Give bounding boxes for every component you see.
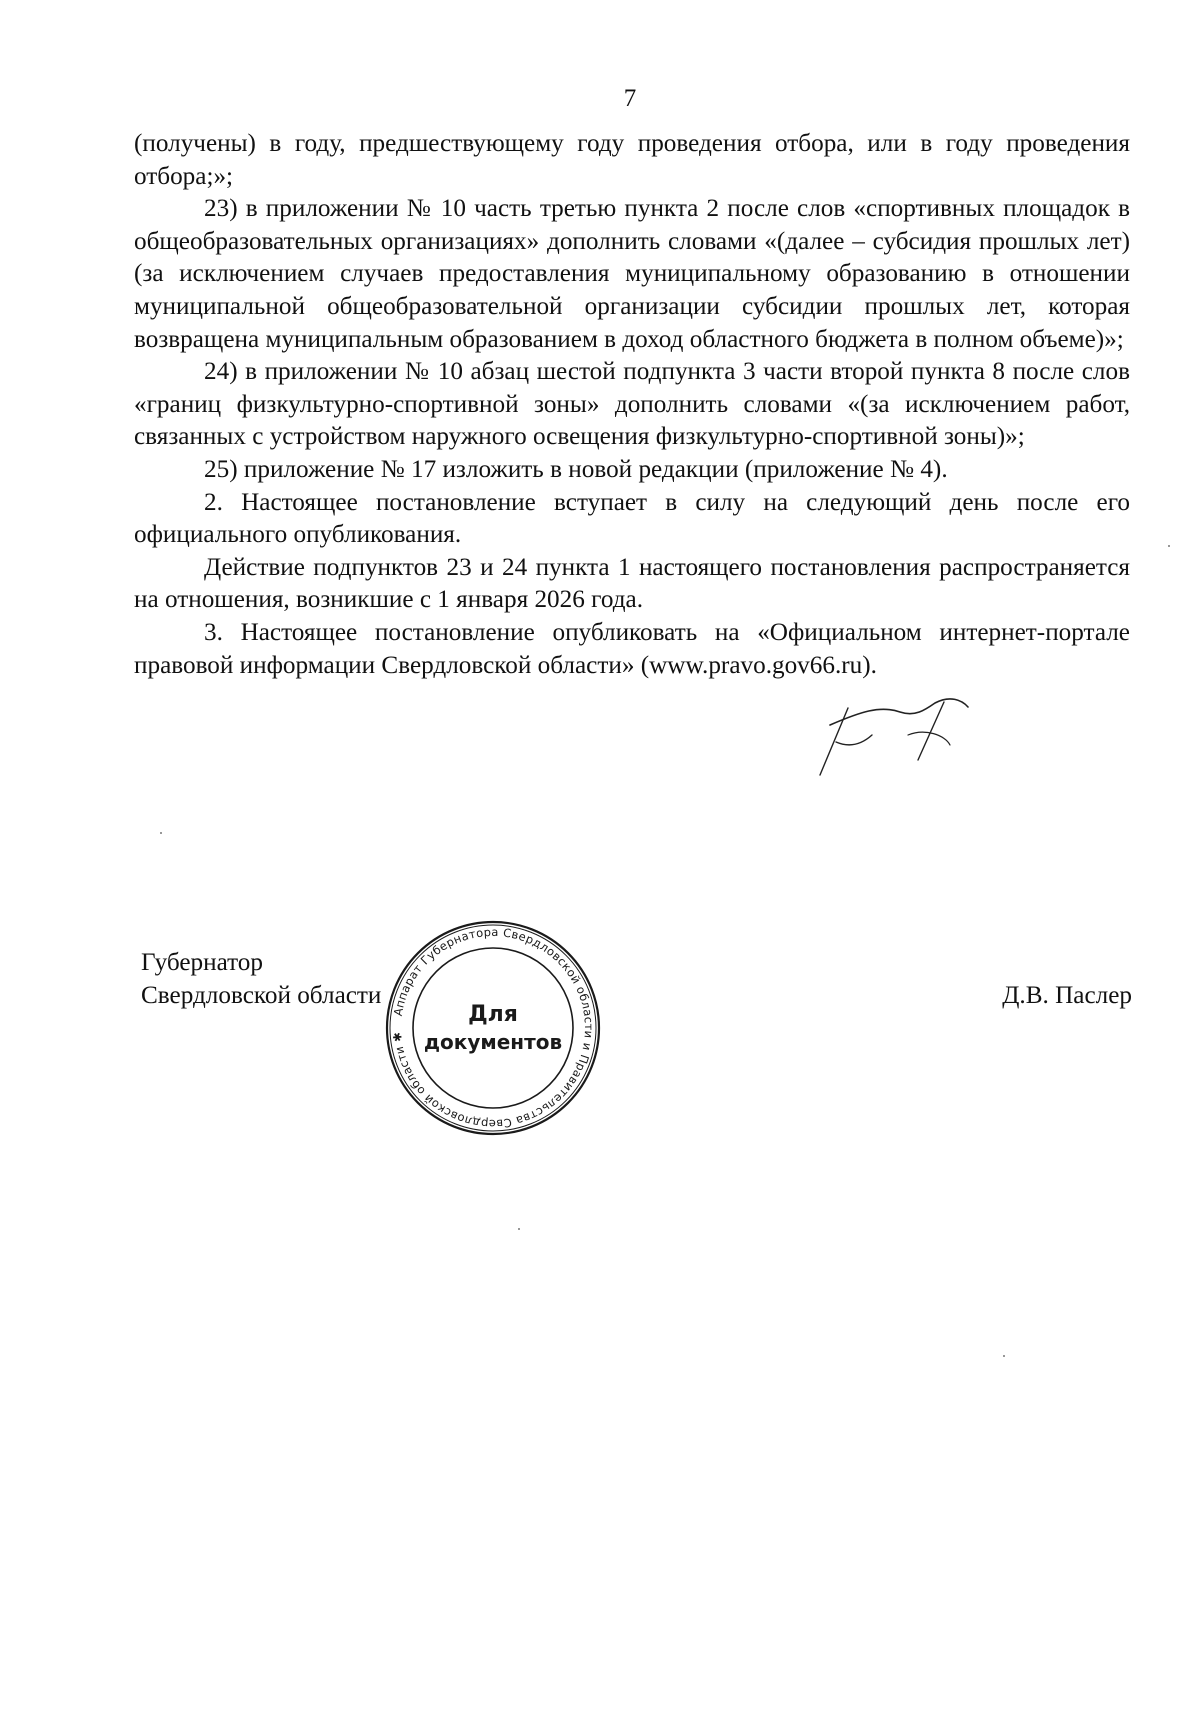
paragraph-item-24: 24) в приложении № 10 абзац шестой подпункта 3 части второй пункта 8 после слов «границ физкультурно-спортивной зоны» дополнить словами «(за исключением работ, связанных с устройством наружного освещения физкультурно-спортивной зоны)»; (134, 358, 1130, 451)
stamp-ring-text: Аппарат Губернатора Свердловской области и Правительства Свердловской области ✱ (389, 924, 597, 1132)
page-number: 7 (623, 85, 637, 112)
paragraph-item-23: 23) в приложении № 10 часть третью пункта 2 после слов «спортивных площадок в общеобразовательных организациях» дополнить словами «(далее – субсидия прошлых лет) (за исключением случаев предоставления муниципальному образованию в отношении муниципальной общеобразовательной организации субсидии прошлых лет, которая возвращена муниципальным образованием в доход областного бюджета в полном объеме)»; (134, 195, 1130, 353)
paragraph-effective-date: Действие подпунктов 23 и 24 пункта 1 настоящего постановления распространяется на отношения, возникшие с 1 января 2026 года. (134, 553, 1130, 614)
paragraph-clause-3: 3. Настоящее постановление опубликовать на «Официальном интернет-портале правовой информации Свердловской области» (www.pravo.gov66.ru). (134, 618, 1130, 679)
scan-speck (160, 832, 162, 834)
signatory-position (141, 947, 381, 1012)
stamp-center-line2: документов (423, 1030, 563, 1054)
paragraph-continuation: (получены) в году, предшествующему году проведения отбора, или в году проведения отбора;»; (134, 130, 1130, 190)
official-stamp (383, 918, 603, 1138)
scan-speck (518, 1228, 520, 1230)
scan-speck (1003, 1355, 1005, 1357)
document-body (134, 128, 1130, 682)
paragraph-clause-2: 2. Настоящее постановление вступает в силу на следующий день после его официального опубликования. (134, 488, 1130, 549)
svg-text:Аппарат Губернатора Свердловск (390, 925, 596, 1131)
signatory-name: Д.В. Паслер (1002, 982, 1132, 1009)
signatory-title: Губернатор (141, 949, 263, 976)
signatory-region: Свердловской области (141, 981, 382, 1009)
scan-speck (1168, 545, 1170, 547)
stamp-center-line1: Для (468, 1002, 518, 1027)
paragraph-item-25: 25) приложение № 17 изложить в новой редакции (приложение № 4). (204, 455, 948, 483)
